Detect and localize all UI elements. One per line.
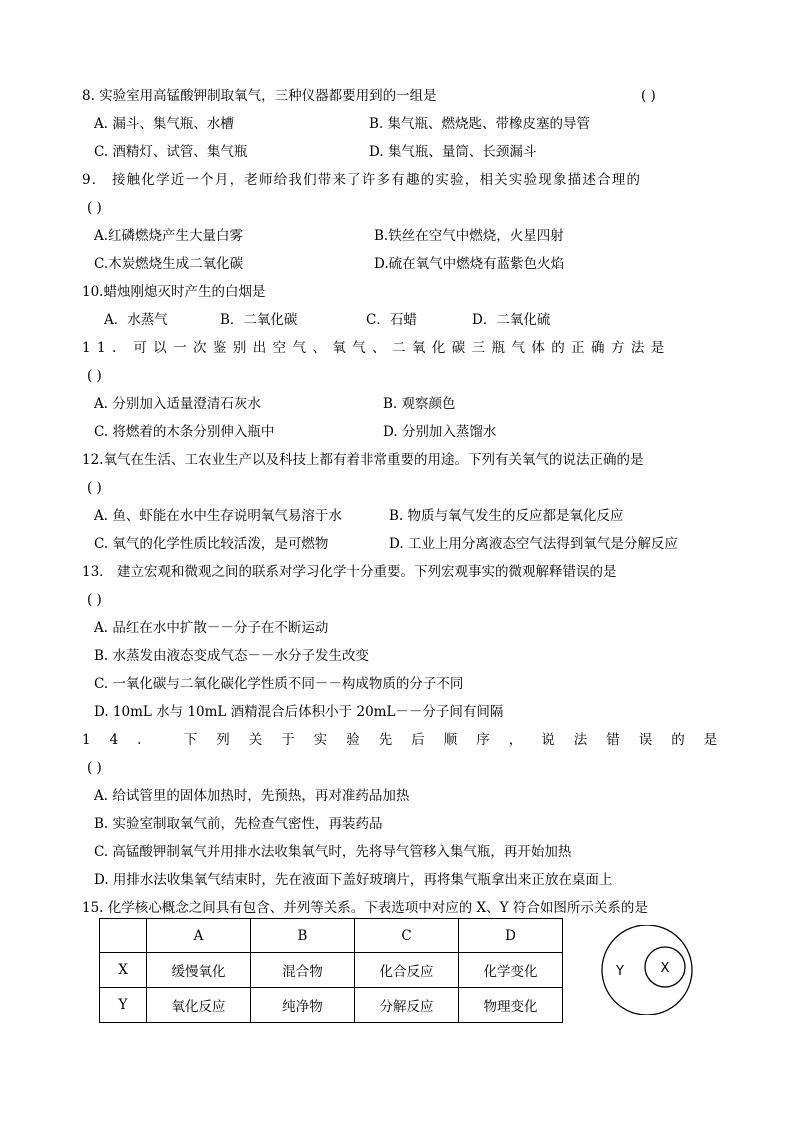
q15-options-table bbox=[99, 918, 563, 1023]
q15-table-row-y bbox=[100, 988, 563, 1023]
q8-option-a: A. 漏斗、集气瓶、水槽 bbox=[94, 116, 234, 132]
q15-header-c: C bbox=[355, 919, 459, 953]
q12-option-a: A. 鱼、虾能在水中生存说明氧气易溶于水 bbox=[94, 508, 342, 524]
q9-answer-bracket: ( ) bbox=[87, 200, 102, 216]
q11-option-b: B. 观察颜色 bbox=[383, 396, 456, 412]
q14-option-d: D. 用排水法收集氧气结束时，先在液面下盖好玻璃片，再将集气瓶拿出来正放在桌面上 bbox=[94, 872, 613, 888]
q9-option-d: D.硫在氧气中燃烧有蓝紫色火焰 bbox=[374, 256, 565, 272]
q15-cell-x-b: 混合物 bbox=[251, 953, 355, 988]
q8-option-d: D. 集气瓶、量筒、长颈漏斗 bbox=[369, 144, 537, 160]
q9-option-b: B.铁丝在空气中燃烧，火星四射 bbox=[374, 228, 564, 244]
diagram-label-x: X bbox=[660, 961, 670, 976]
q15-row-label-y: Y bbox=[100, 988, 147, 1023]
q13-option-c: C. 一氧化碳与二氧化碳化学性质不同－－构成物质的分子不同 bbox=[94, 676, 464, 692]
q15-cell-x-a: 缓慢氧化 bbox=[147, 953, 251, 988]
q12-answer-bracket: ( ) bbox=[87, 480, 102, 496]
q14-option-a: A. 给试管里的固体加热时，先预热，再对准药品加热 bbox=[94, 788, 410, 804]
q10-option-d: D．二氧化硫 bbox=[472, 312, 551, 328]
q15-header-a: A bbox=[147, 919, 251, 953]
q15-inclusion-diagram bbox=[600, 925, 700, 1015]
q15-cell-x-c: 化合反应 bbox=[355, 953, 459, 988]
q14-option-c: C. 高锰酸钾制氧气并用排水法收集氧气时，先将导气管移入集气瓶，再开始加热 bbox=[94, 844, 572, 860]
q10-option-b: B．二氧化碳 bbox=[220, 312, 298, 328]
q15-stem: 15. 化学核心概念之间具有包含、并列等关系。下表选项中对应的 X、Y 符合如图所示关系的是 bbox=[82, 900, 648, 916]
q14-stem: 14. 下列关于实验先后顺序，说法错误的是 bbox=[82, 732, 737, 748]
q8-option-c: C. 酒精灯、试管、集气瓶 bbox=[94, 144, 248, 160]
q13-answer-bracket: ( ) bbox=[87, 592, 102, 608]
q11-answer-bracket: ( ) bbox=[87, 368, 102, 384]
q9-option-a: A.红磷燃烧产生大量白雾 bbox=[94, 228, 244, 244]
q13-option-d: D. 10mL 水与 10mL 酒精混合后体积小于 20mL－－分子间有间隔 bbox=[94, 704, 504, 720]
q10-stem: 10.蜡烛刚熄灭时产生的白烟是 bbox=[82, 284, 266, 300]
q14-answer-bracket: ( ) bbox=[87, 760, 102, 776]
q8-answer-bracket: ( ) bbox=[641, 88, 656, 104]
q15-cell-y-b: 纯净物 bbox=[251, 988, 355, 1023]
q15-table-row-x bbox=[100, 953, 563, 988]
q13-option-a: A. 品红在水中扩散－－分子在不断运动 bbox=[94, 620, 329, 636]
q15-header-corner bbox=[100, 919, 147, 953]
q12-option-c: C. 氧气的化学性质比较活泼，是可燃物 bbox=[94, 536, 329, 552]
q15-header-b: B bbox=[251, 919, 355, 953]
q15-cell-x-d: 化学变化 bbox=[459, 953, 563, 988]
q15-row-label-x: X bbox=[100, 953, 147, 988]
q11-option-d: D. 分别加入蒸馏水 bbox=[383, 424, 497, 440]
q13-option-b: B. 水蒸发由液态变成气态－－水分子发生改变 bbox=[94, 648, 370, 664]
q12-stem: 12.氧气在生活、工农业生产以及科技上都有着非常重要的用途。下列有关氧气的说法正确的是 bbox=[82, 452, 644, 468]
q15-cell-y-a: 氧化反应 bbox=[147, 988, 251, 1023]
q12-option-b: B. 物质与氧气发生的反应都是氧化反应 bbox=[389, 508, 624, 524]
q15-cell-y-c: 分解反应 bbox=[355, 988, 459, 1023]
q14-option-b: B. 实验室制取氧气前，先检查气密性，再装药品 bbox=[94, 816, 383, 832]
q8-option-b: B. 集气瓶、燃烧匙、带橡皮塞的导管 bbox=[369, 116, 591, 132]
q11-stem: 11. 可以一次鉴别出空气、氧气、二氧化碳三瓶气体的正确方法是 bbox=[82, 340, 671, 356]
q12-option-d: D. 工业上用分离液态空气法得到氧气是分解反应 bbox=[389, 536, 678, 552]
q10-option-a: A．水蒸气 bbox=[104, 312, 168, 328]
q15-table-header-row bbox=[100, 919, 563, 953]
q15-cell-y-d: 物理变化 bbox=[459, 988, 563, 1023]
q11-option-c: C. 将燃着的木条分别伸入瓶中 bbox=[94, 424, 275, 440]
q8-stem: 8. 实验室用高锰酸钾制取氧气，三种仪器都要用到的一组是 bbox=[82, 88, 437, 104]
diagram-label-y: Y bbox=[616, 964, 624, 979]
q9-stem: 9． 接触化学近一个月，老师给我们带来了许多有趣的实验，相关实验现象描述合理的 bbox=[82, 172, 642, 188]
q10-option-c: C．石蜡 bbox=[366, 312, 417, 328]
q9-option-c: C.木炭燃烧生成二氧化碳 bbox=[94, 256, 244, 272]
q11-option-a: A. 分别加入适量澄清石灰水 bbox=[94, 396, 261, 412]
q15-header-d: D bbox=[459, 919, 563, 953]
q13-stem: 13． 建立宏观和微观之间的联系对学习化学十分重要。下列宏观事实的微观解释错误的是 bbox=[82, 564, 617, 580]
